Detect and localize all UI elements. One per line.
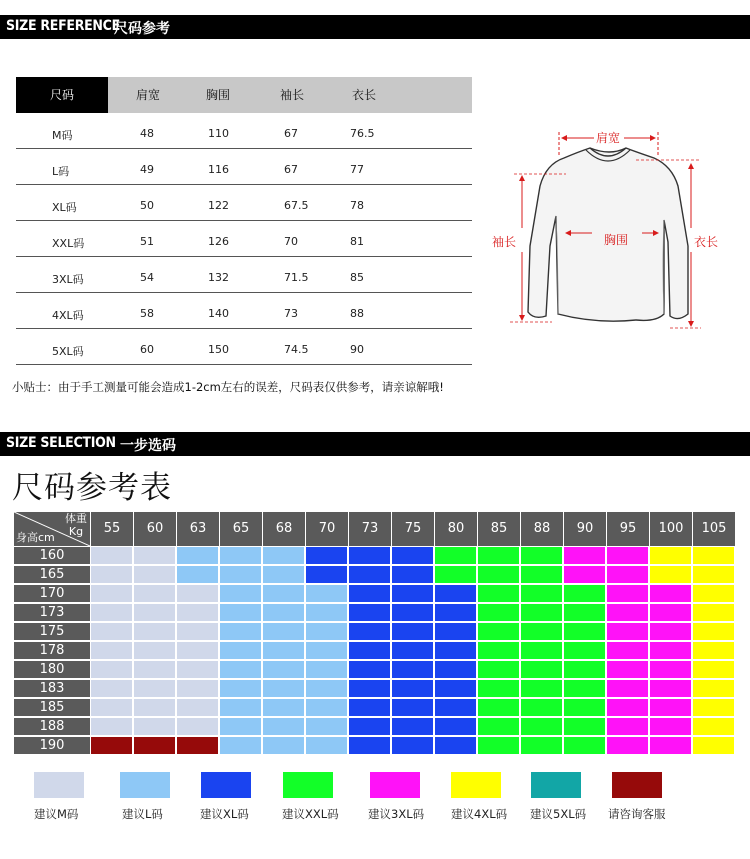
size-cell (220, 737, 261, 754)
size-cell (693, 661, 734, 678)
size-cell (607, 680, 648, 697)
size-cell (607, 718, 648, 735)
size-cell (91, 623, 132, 640)
height-header: 185 (14, 699, 90, 716)
size-cell (263, 566, 304, 583)
size-cell (521, 661, 562, 678)
size-cell (564, 680, 605, 697)
height-header: 183 (14, 680, 90, 697)
size-cell (392, 699, 433, 716)
size-cell (693, 642, 734, 659)
size-cell (220, 661, 261, 678)
size-cell (263, 604, 304, 621)
size-cell (650, 566, 691, 583)
size-table-row (16, 149, 472, 185)
size-cell (392, 604, 433, 621)
label-sleeve: 袖长 (492, 235, 517, 249)
size-cell (91, 699, 132, 716)
size-table-cell: 74.5 (284, 343, 309, 356)
height-header: 180 (14, 661, 90, 678)
size-table-cell: L码 (52, 165, 70, 178)
size-table-cell: 150 (208, 343, 229, 356)
size-cell (349, 585, 390, 602)
weight-header: 105 (693, 512, 735, 546)
size-cell (521, 547, 562, 564)
size-cell (263, 680, 304, 697)
section-title-cn: 一步选码 (120, 438, 176, 454)
size-cell (693, 566, 734, 583)
weight-header: 63 (177, 512, 219, 546)
weight-header: 75 (392, 512, 434, 546)
size-table-row (16, 221, 472, 257)
size-cell (306, 585, 347, 602)
size-cell (392, 585, 433, 602)
legend-swatch (531, 772, 581, 798)
size-cell (134, 680, 175, 697)
size-cell (693, 737, 734, 754)
size-cell (521, 604, 562, 621)
size-cell (349, 718, 390, 735)
size-table-cell: 70 (284, 235, 298, 248)
size-table-cell: 67.5 (284, 199, 309, 212)
size-cell (134, 737, 175, 754)
label-length: 衣长 (694, 235, 719, 249)
section-bar-selection (0, 432, 750, 456)
size-cell (478, 680, 519, 697)
size-cell (177, 642, 218, 659)
size-cell (564, 661, 605, 678)
size-table-cell: 85 (350, 271, 364, 284)
size-table-cell: 73 (284, 307, 298, 320)
size-cell (650, 737, 691, 754)
legend-swatch (612, 772, 662, 798)
size-cell (306, 642, 347, 659)
size-table-cell: 77 (350, 163, 364, 176)
size-cell (650, 585, 691, 602)
size-cell (392, 737, 433, 754)
size-cell (220, 699, 261, 716)
height-header: 190 (14, 737, 90, 754)
size-cell (650, 661, 691, 678)
size-cell (392, 680, 433, 697)
size-cell (693, 547, 734, 564)
size-table-cell: M码 (52, 129, 73, 142)
size-cell (435, 585, 476, 602)
size-cell (91, 566, 132, 583)
size-cell (263, 623, 304, 640)
size-cell (220, 604, 261, 621)
size-cell (693, 604, 734, 621)
size-cell (564, 699, 605, 716)
size-cell (564, 585, 605, 602)
size-cell (134, 718, 175, 735)
size-cell (177, 547, 218, 564)
size-table-row (16, 329, 472, 365)
size-cell (91, 680, 132, 697)
corner-height-label: 身高cm (16, 531, 55, 544)
size-cell (435, 699, 476, 716)
size-cell (435, 547, 476, 564)
size-cell (521, 680, 562, 697)
size-cell (134, 604, 175, 621)
weight-header: 80 (435, 512, 477, 546)
size-cell (564, 642, 605, 659)
size-cell (220, 680, 261, 697)
size-table-cell: 58 (140, 307, 154, 320)
size-cell (91, 547, 132, 564)
section-title-cn: 尺码参考 (114, 21, 170, 37)
size-cell (607, 547, 648, 564)
weight-header: 88 (521, 512, 563, 546)
size-cell (564, 566, 605, 583)
size-cell (349, 547, 390, 564)
size-table-cell: 4XL码 (52, 309, 84, 322)
size-cell (263, 718, 304, 735)
size-cell (521, 623, 562, 640)
corner-weight-label (65, 512, 87, 538)
weight-header: 70 (306, 512, 348, 546)
size-cell (177, 661, 218, 678)
size-cell (91, 737, 132, 754)
height-header: 175 (14, 623, 90, 640)
size-cell (177, 604, 218, 621)
size-cell (478, 718, 519, 735)
legend-label: 建议M码 (34, 807, 79, 821)
size-cell (349, 699, 390, 716)
legend-swatch (283, 772, 333, 798)
size-cell (650, 699, 691, 716)
size-cell (650, 718, 691, 735)
size-cell (564, 604, 605, 621)
size-cell (349, 566, 390, 583)
size-cell (693, 680, 734, 697)
weight-header: 95 (607, 512, 649, 546)
size-cell (435, 680, 476, 697)
size-cell (607, 661, 648, 678)
height-header: 165 (14, 566, 90, 583)
size-cell (478, 623, 519, 640)
size-table-cell: 88 (350, 307, 364, 320)
size-cell (263, 642, 304, 659)
size-table-cell: 5XL码 (52, 345, 84, 358)
header-shoulder: 肩宽 (136, 88, 161, 102)
size-cell (478, 642, 519, 659)
size-cell (177, 737, 218, 754)
size-cell (306, 604, 347, 621)
size-cell (177, 585, 218, 602)
size-cell (650, 623, 691, 640)
size-cell (392, 642, 433, 659)
size-cell (392, 566, 433, 583)
section-title-en: SIZE REFERENCE (6, 18, 120, 34)
size-cell (306, 718, 347, 735)
section-title-en: SIZE SELECTION (6, 435, 116, 451)
size-cell (650, 680, 691, 697)
size-cell (478, 547, 519, 564)
legend-label: 建议5XL码 (530, 807, 587, 821)
size-cell (392, 718, 433, 735)
size-cell (650, 547, 691, 564)
size-cell (91, 718, 132, 735)
size-table-cell: 76.5 (350, 127, 375, 140)
size-cell (607, 566, 648, 583)
legend-swatch (120, 772, 170, 798)
size-cell (91, 604, 132, 621)
size-cell (177, 718, 218, 735)
size-cell (220, 642, 261, 659)
size-cell (435, 566, 476, 583)
size-cell (564, 718, 605, 735)
size-cell (435, 718, 476, 735)
legend-swatch (201, 772, 251, 798)
size-cell (306, 680, 347, 697)
size-cell (693, 585, 734, 602)
size-table-cell: 140 (208, 307, 229, 320)
size-table-cell: 90 (350, 343, 364, 356)
size-table-cell: 60 (140, 343, 154, 356)
weight-header: 85 (478, 512, 520, 546)
corner-weight-text: 体重 Kg (65, 512, 87, 538)
size-cell (392, 547, 433, 564)
size-cell (91, 642, 132, 659)
size-table-cell: 132 (208, 271, 229, 284)
size-tip: 小贴士：由于手工测量可能会造成1-2cm左右的误差，尺码表仅供参考，请亲谅解哦! (12, 380, 444, 394)
legend-swatch (451, 772, 501, 798)
size-cell (607, 604, 648, 621)
size-cell (435, 737, 476, 754)
size-table-row (16, 185, 472, 221)
size-cell (693, 718, 734, 735)
weight-header: 55 (91, 512, 133, 546)
size-cell (177, 680, 218, 697)
size-cell (177, 566, 218, 583)
size-cell (564, 737, 605, 754)
size-cell (650, 642, 691, 659)
size-cell (349, 604, 390, 621)
size-cell (220, 623, 261, 640)
size-table-cell: 126 (208, 235, 229, 248)
size-table-cell: 50 (140, 199, 154, 212)
size-cell (607, 699, 648, 716)
size-cell (392, 661, 433, 678)
height-header: 160 (14, 547, 90, 564)
size-cell (521, 699, 562, 716)
size-cell (478, 661, 519, 678)
size-table-cell: 122 (208, 199, 229, 212)
size-table-header (16, 77, 472, 113)
size-table-cell: 51 (140, 235, 154, 248)
size-cell (349, 680, 390, 697)
size-cell (220, 585, 261, 602)
size-table-cell: 54 (140, 271, 154, 284)
size-cell (306, 566, 347, 583)
weight-header: 90 (564, 512, 606, 546)
size-cell (306, 623, 347, 640)
size-cell (349, 661, 390, 678)
size-cell (478, 585, 519, 602)
size-cell (607, 623, 648, 640)
legend-label: 建议L码 (122, 807, 163, 821)
height-header: 170 (14, 585, 90, 602)
size-cell (220, 566, 261, 583)
grid-corner (14, 512, 90, 546)
size-cell (392, 623, 433, 640)
size-cell (306, 661, 347, 678)
weight-header: 73 (349, 512, 391, 546)
size-cell (349, 737, 390, 754)
height-header: 188 (14, 718, 90, 735)
legend-label: 请咨询客服 (608, 807, 666, 821)
size-cell (564, 547, 605, 564)
weight-header: 68 (263, 512, 305, 546)
legend-label: 建议XL码 (200, 807, 249, 821)
weight-header: 65 (220, 512, 262, 546)
size-cell (220, 718, 261, 735)
size-table-cell: 48 (140, 127, 154, 140)
size-cell (521, 737, 562, 754)
size-cell (521, 566, 562, 583)
header-sleeve: 袖长 (280, 88, 305, 102)
legend-label: 建议3XL码 (368, 807, 425, 821)
size-table-cell: 67 (284, 163, 298, 176)
size-cell (263, 585, 304, 602)
size-cell (607, 585, 648, 602)
size-table-cell: XXL码 (52, 237, 85, 250)
height-header: 173 (14, 604, 90, 621)
size-cell (134, 642, 175, 659)
size-cell (91, 661, 132, 678)
size-table-cell: 3XL码 (52, 273, 84, 286)
size-cell (134, 585, 175, 602)
size-cell (478, 604, 519, 621)
size-cell (650, 604, 691, 621)
size-cell (435, 661, 476, 678)
size-cell (306, 737, 347, 754)
section-bar-reference (0, 15, 750, 39)
weight-header: 60 (134, 512, 176, 546)
size-cell (263, 661, 304, 678)
size-table-row (16, 257, 472, 293)
size-cell (349, 642, 390, 659)
size-cell (478, 737, 519, 754)
size-table-cell: 78 (350, 199, 364, 212)
size-cell (134, 661, 175, 678)
size-table-cell: 67 (284, 127, 298, 140)
size-cell (349, 623, 390, 640)
size-cell (521, 718, 562, 735)
size-cell (177, 623, 218, 640)
size-cell (521, 585, 562, 602)
legend-label: 建议XXL码 (282, 807, 339, 821)
size-table-cell: 110 (208, 127, 229, 140)
chart-title: 尺码参考表 (12, 470, 172, 506)
size-cell (263, 699, 304, 716)
size-cell (134, 623, 175, 640)
size-cell (435, 604, 476, 621)
size-cell (435, 642, 476, 659)
size-cell (306, 547, 347, 564)
size-cell (521, 642, 562, 659)
size-cell (177, 699, 218, 716)
size-cell (220, 547, 261, 564)
size-cell (693, 699, 734, 716)
label-shoulder: 肩宽 (596, 131, 621, 145)
legend-swatch (370, 772, 420, 798)
size-table-cell: XL码 (52, 201, 77, 214)
size-table-cell: 71.5 (284, 271, 309, 284)
size-table-cell: 49 (140, 163, 154, 176)
size-cell (306, 699, 347, 716)
size-table-row (16, 293, 472, 329)
header-length: 衣长 (352, 88, 377, 102)
size-cell (91, 585, 132, 602)
legend-swatch (34, 772, 84, 798)
size-cell (693, 623, 734, 640)
size-cell (564, 623, 605, 640)
size-cell (607, 642, 648, 659)
size-cell (478, 566, 519, 583)
legend-label: 建议4XL码 (451, 807, 508, 821)
size-table (16, 77, 472, 365)
size-cell (607, 737, 648, 754)
size-table-cell: 81 (350, 235, 364, 248)
height-header: 178 (14, 642, 90, 659)
size-table-cell: 116 (208, 163, 229, 176)
size-cell (435, 623, 476, 640)
header-chest: 胸围 (206, 88, 231, 102)
size-cell (263, 547, 304, 564)
garment-diagram (486, 116, 738, 338)
label-chest: 胸围 (604, 233, 629, 247)
size-cell (478, 699, 519, 716)
header-size: 尺码 (16, 77, 108, 113)
size-cell (134, 547, 175, 564)
size-table-row (16, 113, 472, 149)
size-cell (263, 737, 304, 754)
size-cell (134, 566, 175, 583)
weight-header: 100 (650, 512, 692, 546)
size-cell (134, 699, 175, 716)
